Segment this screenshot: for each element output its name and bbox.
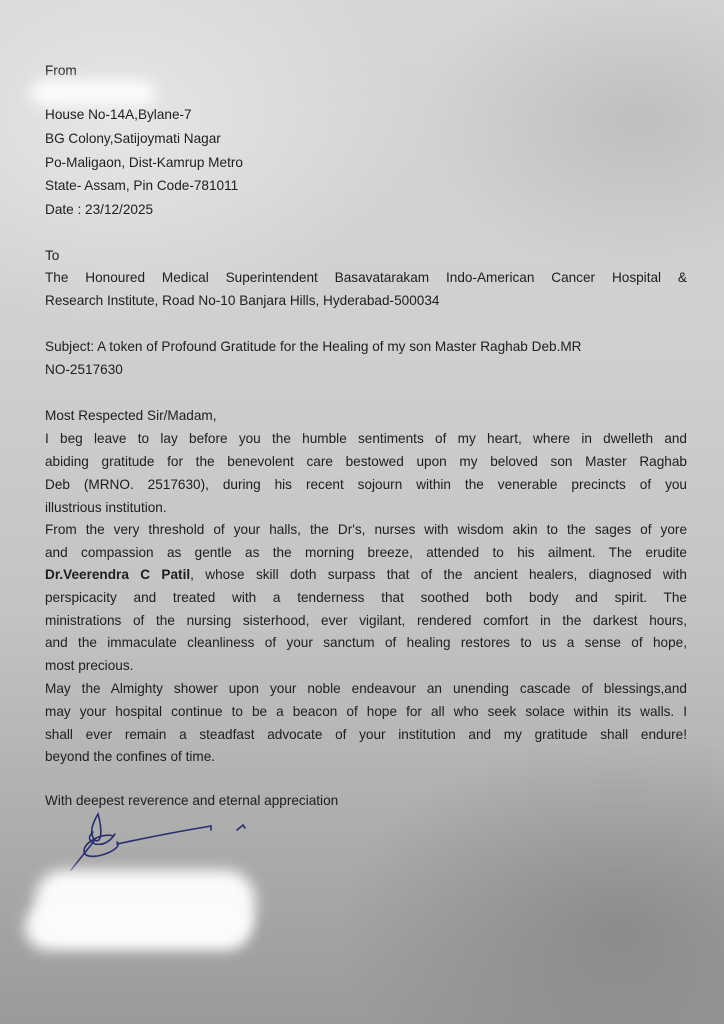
redacted-sender-contact bbox=[25, 905, 250, 950]
paragraph-2-line: From the very threshold of your halls, the Dr's, nurses with wisdom akin to the sages of yore bbox=[45, 522, 687, 537]
sender-address-line: Po-Maligaon, Dist-Kamrup Metro bbox=[45, 155, 243, 170]
letter-date: Date : 23/12/2025 bbox=[45, 202, 154, 217]
paragraph-3-line: may your hospital continue to be a beacon of hope for all who seek solace within its walls. I bbox=[45, 704, 687, 719]
doctor-name: Dr.Veerendra C Patil bbox=[45, 567, 191, 582]
to-label: To bbox=[45, 248, 60, 263]
from-label: From bbox=[45, 63, 77, 78]
paragraph-2-line: most precious. bbox=[45, 658, 134, 673]
signature-stroke bbox=[117, 826, 211, 844]
paragraph-2-line: perspicacity and treated with a tenderness that soothed both body and spirit. The bbox=[45, 590, 687, 605]
recipient-line: Research Institute, Road No-10 Banjara Hills, Hyderabad-500034 bbox=[45, 293, 440, 308]
paragraph-1-line: I beg leave to lay before you the humble sentiments of my heart, where in dwelleth and bbox=[45, 431, 687, 446]
subject-line: NO-2517630 bbox=[45, 362, 123, 377]
redacted-sender-name bbox=[30, 80, 155, 106]
paragraph-1-line: abiding gratitude for the benevolent care bestowed upon my beloved son Master Raghab bbox=[45, 454, 687, 469]
sender-address-line: State- Assam, Pin Code-781011 bbox=[45, 178, 239, 193]
paragraph-1-line: illustrious institution. bbox=[45, 500, 167, 515]
paragraph-2-line bbox=[45, 564, 687, 586]
salutation: Most Respected Sir/Madam, bbox=[45, 408, 217, 423]
recipient-line: The Honoured Medical Superintendent Basavatarakam Indo-American Cancer Hospital & bbox=[45, 270, 687, 285]
signature-stroke bbox=[237, 825, 245, 830]
sender-address-line: BG Colony,Satijoymati Nagar bbox=[45, 131, 221, 146]
closing: With deepest reverence and eternal appreciation bbox=[45, 793, 339, 808]
paragraph-2-line: and the immaculate cleanliness of your sanctum of healing restores to us a sense of hope, bbox=[45, 635, 687, 650]
subject-line: Subject: A token of Profound Gratitude for the Healing of my son Master Raghab Deb.MR bbox=[45, 339, 582, 354]
signature-stroke bbox=[71, 840, 95, 870]
paragraph-2-line: ministrations of the nursing sisterhood, ever vigilant, rendered comfort in the darkest hours, bbox=[45, 613, 687, 628]
paragraph-1-line: Deb (MRNO. 2517630), during his recent sojourn within the venerable precincts of you bbox=[45, 477, 687, 492]
sender-address-line: House No-14A,Bylane-7 bbox=[45, 107, 192, 122]
paragraph-3-line: May the Almighty shower upon your noble endeavour an unending cascade of blessings,and bbox=[45, 681, 687, 696]
paragraph-3-line: shall ever remain a steadfast advocate of your institution and my gratitude shall endure! bbox=[45, 727, 687, 742]
paragraph-2-line: and compassion as gentle as the morning breeze, attended to his ailment. The erudite bbox=[45, 545, 687, 560]
paragraph-3-line: beyond the confines of time. bbox=[45, 749, 216, 764]
paragraph-2-text: , whose skill doth surpass that of the ancient healers, diagnosed with bbox=[190, 567, 687, 582]
